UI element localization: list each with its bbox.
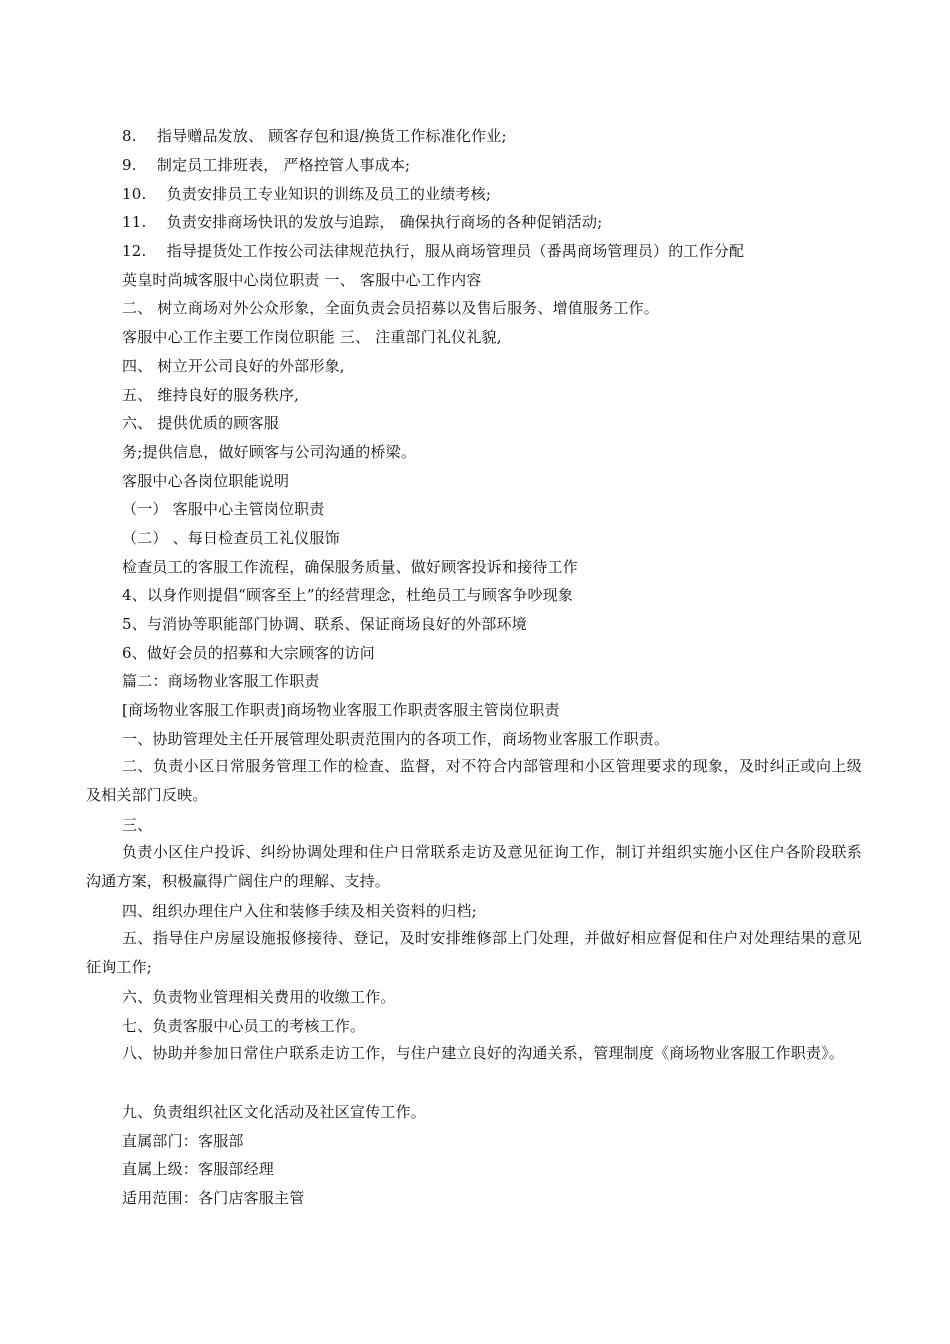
text-line: 客服中心工作主要工作岗位职能 三、 注重部门礼仪礼貌,	[122, 328, 502, 346]
text-line: 三、	[122, 816, 153, 834]
text-line: 6、做好会员的招募和大宗顾客的访问	[122, 644, 375, 662]
text-line: 10. 负责安排员工专业知识的训练及员工的业绩考核;	[122, 185, 492, 203]
text-line: 四、 树立开公司良好的外部形象,	[122, 357, 345, 375]
text-line: 5、与消协等职能部门协调、联系、保证商场良好的外部环境	[122, 615, 527, 633]
text-line: 二、 树立商场对外公众形象，全面负责会员招募以及售后服务、增值服务工作。	[122, 299, 659, 317]
text-line: [商场物业客服工作职责]商场物业客服工作职责客服主管岗位职责	[122, 701, 560, 719]
paragraph-three: 负责小区住户投诉、纠纷协调处理和住户日常联系走访及意见征询工作，制订并组织实施小区住户各阶段联系沟通方案，积极赢得广阔住户的理解、支持。	[86, 843, 862, 890]
text-line: 8. 指导赠品发放、 顾客存包和退/换货工作标准化作业;	[122, 127, 507, 145]
text-line: 七、负责客服中心员工的考核工作。	[122, 1017, 366, 1035]
text-line: 九、负责组织社区文化活动及社区宣传工作。	[122, 1103, 427, 1121]
text-line: 一、协助管理处主任开展管理处职责范围内的各项工作，商场物业客服工作职责。	[122, 730, 670, 748]
text-line: 英皇时尚城客服中心岗位职责 一、 客服中心工作内容	[122, 271, 482, 289]
text-line: 客服中心各岗位职能说明	[122, 472, 290, 490]
text-line: 四、组织办理住户入住和装修手续及相关资料的归档;	[122, 902, 477, 920]
paragraph-eight: 八、协助并参加日常住户联系走访工作，与住户建立良好的沟通关系，管理制度《商场物业客服工作职责》。	[122, 1044, 845, 1062]
text-line: 务;提供信息，做好顾客与公司沟通的桥梁。	[122, 443, 417, 461]
text-line: 12. 指导提货处工作按公司法律规范执行，服从商场管理员（番禺商场管理员）的工作分配	[122, 242, 745, 260]
text-line: 9. 制定员工排班表， 严格控管人事成本;	[122, 156, 411, 174]
superior-line: 直属上级：客服部经理	[122, 1160, 275, 1178]
paragraph-two: 二、负责小区日常服务管理工作的检查、监督，对不符合内部管理和小区管理要求的现象，及时纠正或向上级及相关部门反映。	[86, 757, 862, 804]
text-line: 六、负责物业管理相关费用的收缴工作。	[122, 988, 396, 1006]
text-line: 4、以身作则提倡“顾客至上”的经营理念，杜绝员工与顾客争吵现象	[122, 586, 574, 604]
paragraph-five: 五、指导住户房屋设施报修接待、登记，及时安排维修部上门处理，并做好相应督促和住户对处理结果的意见征询工作;	[86, 929, 862, 976]
text-line: 检查员工的客服工作流程，确保服务质量、做好顾客投诉和接待工作	[122, 558, 579, 576]
text-line: 11. 负责安排商场快讯的发放与追踪， 确保执行商场的各种促销活动;	[122, 213, 603, 231]
section-heading: 篇二：商场物业客服工作职责	[122, 672, 320, 690]
text-line: （二） 、每日检查员工礼仪服饰	[122, 529, 340, 547]
scope-line: 适用范围：各门店客服主管	[122, 1189, 305, 1207]
text-line: 五、 维持良好的服务秩序,	[122, 386, 300, 404]
text-line: 六、 提供优质的顾客服	[122, 414, 279, 432]
dept-line: 直属部门：客服部	[122, 1132, 244, 1150]
text-line: （一） 客服中心主管岗位职责	[122, 500, 325, 518]
